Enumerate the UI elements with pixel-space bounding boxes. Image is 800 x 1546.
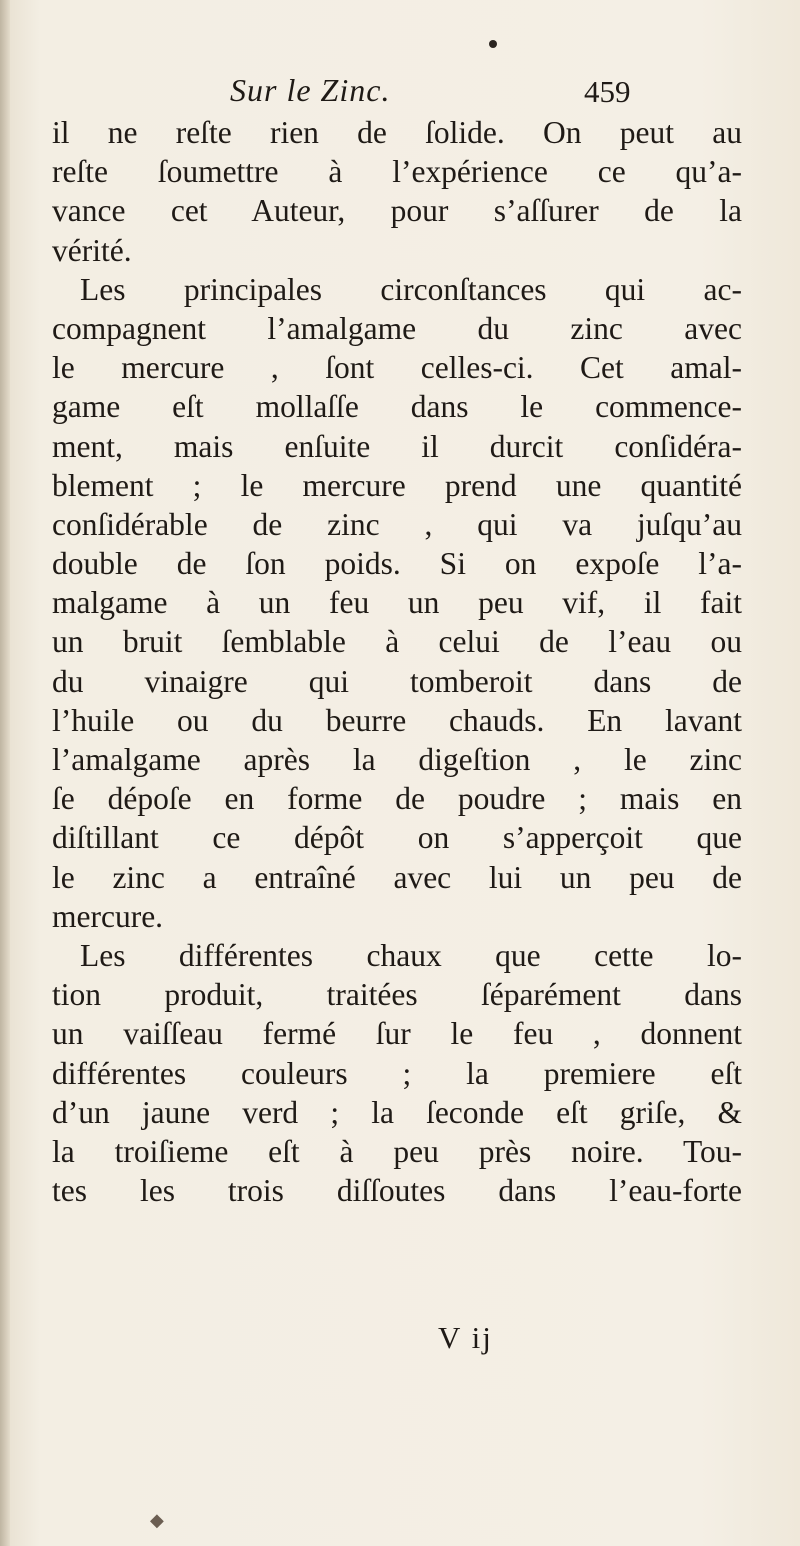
page-number: 459 — [584, 74, 631, 109]
text-line: Les principales circonſtances qui ac- — [80, 271, 742, 307]
text-line: l’amalgame après la digeſtion , le zinc — [52, 742, 742, 777]
text-line: malgame à un feu un peu vif, il fait — [52, 585, 742, 621]
text-line: un bruit ſemblable à celui de l’eau ou — [52, 624, 742, 660]
text-line: un vaiſſeau fermé ſur le feu , donnent — [52, 1016, 742, 1052]
running-title: Sur le Zinc. — [230, 72, 391, 108]
text-line: différentes couleurs ; la premiere eſt — [52, 1055, 742, 1091]
page-spine-shadow — [0, 0, 10, 1546]
text-line: compagnent l’amalgame du zinc avec — [52, 310, 742, 346]
signature-mark: V ij — [438, 1320, 493, 1355]
text-line: Les différentes chaux que cette lo- — [80, 937, 742, 973]
text-line: ſe dépoſe en forme de poudre ; mais en — [52, 781, 742, 817]
smudge-mark: ◆ — [150, 1510, 164, 1530]
page-header — [0, 72, 800, 116]
text-line: blement ; le mercure prend une quantité — [52, 467, 742, 503]
text-line: il ne reſte rien de ſolide. On peut au — [52, 115, 742, 150]
text-line: d’un jaune verd ; la ſeconde eſt griſe, & — [52, 1094, 742, 1130]
text-line: ment, mais enſuite il durcit conſidéra- — [52, 428, 742, 464]
text-line: conſidérable de zinc , qui va juſqu’au — [52, 506, 742, 542]
text-line: la troiſieme eſt à peu près noire. Tou- — [52, 1133, 742, 1169]
text-line: vance cet Auteur, pour s’aſſurer de la — [52, 193, 742, 229]
text-line: l’huile ou du beurre chauds. En lavant — [52, 702, 742, 738]
body-text — [52, 113, 742, 1210]
text-line: double de ſon poids. Si on expoſe l’a- — [52, 546, 742, 582]
text-line: mercure. — [52, 898, 164, 934]
text-line: diſtillant ce dépôt on s’apperçoit que — [52, 820, 742, 856]
text-line: reſte ſoumettre à l’expérience ce qu’a- — [52, 154, 742, 190]
text-line: vérité. — [52, 232, 132, 268]
text-line: tion produit, traitées ſéparément dans — [52, 977, 742, 1013]
text-line: tes les trois diſſoutes dans l’eau-forte — [52, 1173, 742, 1209]
text-line: le mercure , ſont celles-ci. Cet amal- — [52, 350, 742, 386]
text-line: game eſt mollaſſe dans le commence- — [52, 389, 742, 425]
text-line: du vinaigre qui tomberoit dans de — [52, 663, 742, 699]
ink-spot — [489, 40, 497, 48]
text-line: le zinc a entraîné avec lui un peu de — [52, 859, 742, 895]
